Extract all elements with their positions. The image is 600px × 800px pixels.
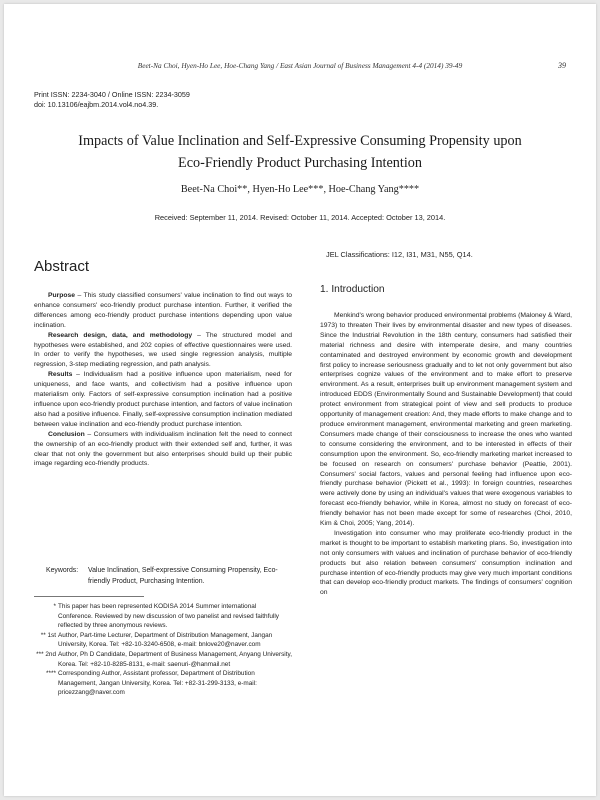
footnote-text: This paper has been represented KODISA 2014 Summer international Conference. Reviewed by new discussion of two panelist and revised faithfully reflected by three anonymous reviews. xyxy=(58,603,279,630)
jel-label: JEL Classifications: xyxy=(326,250,390,259)
abstract-conclusion xyxy=(34,430,292,470)
jel-classifications xyxy=(326,250,473,259)
issn-line: Print ISSN: 2234-3040 / Online ISSN: 2234-3059 xyxy=(34,90,190,99)
method-text: – The structured model and hypotheses were established, and 202 copies of effective questionnaires were used. In order to verify the hypotheses, we used single regression analysis, multiple regression, 3-step mediating regression, and path analysis. xyxy=(34,331,292,369)
footnote-text: Author, Part-time Lecturer, Department of Distribution Management, Jangan University, Korea. Tel: +82-10-3240-6508, e-mail: bnlove20@naver.com xyxy=(58,631,273,649)
abstract-heading: Abstract xyxy=(34,258,90,275)
footnote-divider xyxy=(34,596,144,597)
page-number: 39 xyxy=(558,61,566,70)
footnote-mark: **** xyxy=(46,670,56,678)
abstract-results xyxy=(34,370,292,429)
paper-page xyxy=(4,4,596,796)
footnote-mark: *** 2nd xyxy=(36,650,56,658)
paper-title xyxy=(24,130,576,174)
footnote xyxy=(34,602,292,631)
conclusion-label: Conclusion xyxy=(48,430,85,438)
received-dates: Received: September 11, 2014. Revised: October 11, 2014. Accepted: October 13, 2014. xyxy=(154,213,446,222)
keywords xyxy=(46,565,296,587)
running-head: Beet-Na Choi, Hyen-Ho Lee, Hoe-Chang Yang / East Asian Journal of Business Management 4-4 (2014) 39-49 xyxy=(137,61,463,70)
conclusion-text: – Consumers with individualism inclination felt the need to connect the ownership of an eco-friendly product with their extended self and, further, it was clear that not only the government but also enterprises should build up their public image regarding eco-friendly products. xyxy=(34,430,292,468)
introduction-body xyxy=(320,311,572,598)
footnote xyxy=(34,650,292,669)
introduction-heading: 1. Introduction xyxy=(320,284,385,295)
purpose-text: – This study classified consumers' value inclination to find out ways to enhance consumers' eco-friendly product purchase intention. Further, it verified the differences among eco-friendly product purchase intentions depending upon value inclination. xyxy=(34,292,292,329)
results-label: Results xyxy=(48,371,73,379)
keywords-text: Value Inclination, Self-expressive Consuming Propensity, Eco-friendly Product, Purchasing Intention. xyxy=(88,567,278,585)
abstract-method xyxy=(34,331,292,371)
title-line-2: Eco-Friendly Product Purchasing Intention xyxy=(178,155,422,171)
footnote-text: Author, Ph D Candidate, Department of Business Management, Anyang University, Korea. Tel: +82-10-8285-8131, e-mail: saenuri-@hanmail.net xyxy=(58,650,292,668)
title-line-1: Impacts of Value Inclination and Self-Expressive Consuming Propensity upon xyxy=(78,133,522,149)
footnote-mark: ** 1st xyxy=(40,631,56,639)
footnote-text: Corresponding Author, Assistant professor, Department of Distribution Management, Jangan University, Korea. Tel: +82-31-299-3133, e-mail: pricezzang@naver.com xyxy=(58,670,257,697)
keywords-label: Keywords: xyxy=(46,567,79,574)
intro-paragraph: Investigation into consumer who may proliferate eco-friendly product in the market is thought to be important to establish marketing plans. So, investigation into not only consumers with values and inclination of purchase behavior of eco-friendly products but also relation between consumers' consumption inclination and purchase intention of eco-friendly products may give very much important conditions that can develop eco-friendly product markets. The findings of consumers' cognition on xyxy=(320,529,572,597)
method-label: Research design, data, and methodology xyxy=(48,331,193,339)
results-text: – Individualism had a positive influence upon materialism, need for uniqueness, and face wants, and collectivism had a positive influence upon materialism only. Factors of self-expressive consumption inclination had a positive influence upon eco-friendly product purchase intention, and factors of value inclination also had a positive influence. Finally, self-expressive consumption inclination mediated between value inclination and eco-friendly product purchase intention. xyxy=(34,371,293,428)
author-list: Beet-Na Choi**, Hyen-Ho Lee***, Hoe-Chang Yang**** xyxy=(180,184,420,195)
issn-block xyxy=(34,90,190,109)
doi-line: doi: 10.13106/eajbm.2014.vol4.no4.39. xyxy=(34,99,159,109)
purpose-label: Purpose xyxy=(48,292,76,299)
footnote xyxy=(34,631,292,650)
jel-codes: I12, I31, M31, N55, Q14. xyxy=(391,250,473,259)
footnote-mark: * xyxy=(53,603,56,610)
footnotes xyxy=(34,602,292,698)
abstract-purpose xyxy=(34,291,292,331)
footnote xyxy=(34,669,292,698)
intro-paragraph: Menkind's wrong behavior produced environmental problems (Maloney & Ward, 1973) to threaten Their lives by environmental disaster and new types of diseases. Since the Industrial Revolution in the 18th century, consumers had satisfied their material richness and desire with intemperate desire, and many countries contaminated and destroyed environment by economic growth and development first policy to increase seriousness gradually and to let not only government but also enterprises cognize values of the environment and to make effort to preserve environment. As a result, enterprises built up environment management system and introduced EDDS (Environmentally Sound and Sustainable Development) that could protect environment from strategical point of view and sell products to produce opportunity of management creation: And, they made efforts to make change and to produce environment management, environmental marketing and green marketing. Consumers made change of their consciousness to increase the ones who wanted to consume considering the environment, and to be interested in effects of their consumption upon the environment. So, eco-friendly marketing market increased to be focused on research on consumers' purchase behavior (Peattie, 2001). Consumers' social factors, values and personal feeling had influence upon eco-friendly purchase behavior (Pickett et al., 1993): In foreign countries, researches were actively done by using an individual's values that were exogenous variables to forecast eco-friendly behavior, while in Korea, almost no study on forecast of eco-friendly behavior has not been made except for some of researches (Choi, 2010, Kim & Choi, 2005; Yang, 2014). xyxy=(320,312,572,528)
abstract-body xyxy=(34,291,292,469)
